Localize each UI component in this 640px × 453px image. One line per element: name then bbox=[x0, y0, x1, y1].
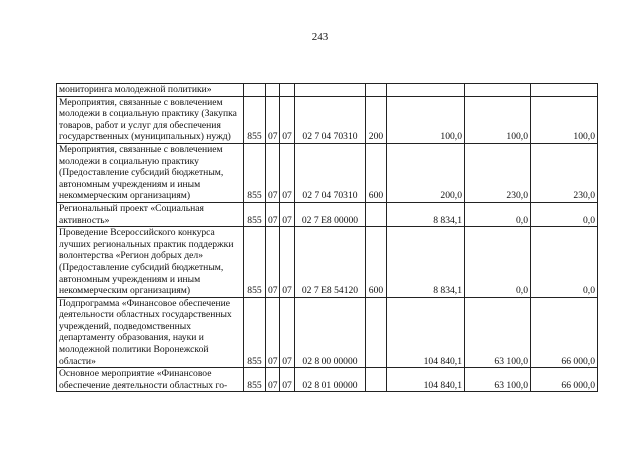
row-name: мониторинга молодежной политики» bbox=[57, 84, 244, 97]
row-name: Проведение Всероссийского конкурса лучших региональных практик поддержки волонтерства «Регион добрых дел» (Предоставление субсидий бюджетным, автономным учреждениям и иным некоммерческим организациям) bbox=[57, 227, 244, 298]
table-row bbox=[57, 202, 598, 226]
cell-amount-1: 8 834,1 bbox=[387, 227, 465, 298]
budget-table bbox=[56, 83, 598, 392]
cell-department-code: 855 bbox=[244, 202, 266, 226]
cell-amount-3 bbox=[531, 84, 598, 97]
cell-subsection-code: 07 bbox=[280, 227, 295, 298]
cell-amount-2: 0,0 bbox=[465, 227, 531, 298]
cell-amount-2: 63 100,0 bbox=[465, 368, 531, 392]
cell-expense-type-code bbox=[366, 368, 387, 392]
cell-department-code: 855 bbox=[244, 96, 266, 143]
cell-amount-3: 66 000,0 bbox=[531, 368, 598, 392]
cell-amount-3: 0,0 bbox=[531, 202, 598, 226]
cell-section-code bbox=[266, 84, 280, 97]
cell-amount-2: 230,0 bbox=[465, 143, 531, 202]
table-row bbox=[57, 96, 598, 143]
cell-section-code: 07 bbox=[266, 368, 280, 392]
table-row bbox=[57, 368, 598, 392]
row-name: Мероприятия, связанные с вовлечением молодежи в социальную практику (Закупка товаров, работ и услуг для обеспечения государственных (муниципальных) нужд) bbox=[57, 96, 244, 143]
cell-amount-1: 104 840,1 bbox=[387, 297, 465, 368]
cell-target-article-code: 02 7 E8 00000 bbox=[295, 202, 366, 226]
cell-section-code: 07 bbox=[266, 96, 280, 143]
cell-amount-1: 104 840,1 bbox=[387, 368, 465, 392]
cell-section-code: 07 bbox=[266, 297, 280, 368]
cell-target-article-code: 02 8 00 00000 bbox=[295, 297, 366, 368]
cell-target-article-code bbox=[295, 84, 366, 97]
cell-amount-2: 63 100,0 bbox=[465, 297, 531, 368]
cell-department-code bbox=[244, 84, 266, 97]
cell-department-code: 855 bbox=[244, 143, 266, 202]
cell-target-article-code: 02 7 E8 54120 bbox=[295, 227, 366, 298]
cell-department-code: 855 bbox=[244, 368, 266, 392]
cell-subsection-code: 07 bbox=[280, 96, 295, 143]
page-number: 243 bbox=[311, 31, 329, 43]
cell-subsection-code: 07 bbox=[280, 143, 295, 202]
table-row bbox=[57, 227, 598, 298]
cell-amount-1: 200,0 bbox=[387, 143, 465, 202]
cell-expense-type-code bbox=[366, 297, 387, 368]
table-row bbox=[57, 84, 598, 97]
cell-amount-3: 100,0 bbox=[531, 96, 598, 143]
cell-amount-1 bbox=[387, 84, 465, 97]
cell-section-code: 07 bbox=[266, 202, 280, 226]
cell-amount-2 bbox=[465, 84, 531, 97]
cell-expense-type-code: 600 bbox=[366, 227, 387, 298]
cell-expense-type-code: 200 bbox=[366, 96, 387, 143]
cell-section-code: 07 bbox=[266, 227, 280, 298]
cell-subsection-code: 07 bbox=[280, 368, 295, 392]
cell-expense-type-code: 600 bbox=[366, 143, 387, 202]
cell-amount-2: 100,0 bbox=[465, 96, 531, 143]
cell-expense-type-code bbox=[366, 84, 387, 97]
cell-amount-3: 66 000,0 bbox=[531, 297, 598, 368]
cell-department-code: 855 bbox=[244, 297, 266, 368]
table-row bbox=[57, 297, 598, 368]
row-name: Региональный проект «Социальная активность» bbox=[57, 202, 244, 226]
cell-subsection-code bbox=[280, 84, 295, 97]
cell-subsection-code: 07 bbox=[280, 202, 295, 226]
cell-amount-2: 0,0 bbox=[465, 202, 531, 226]
cell-section-code: 07 bbox=[266, 143, 280, 202]
cell-amount-1: 8 834,1 bbox=[387, 202, 465, 226]
cell-subsection-code: 07 bbox=[280, 297, 295, 368]
cell-target-article-code: 02 8 01 00000 bbox=[295, 368, 366, 392]
cell-department-code: 855 bbox=[244, 227, 266, 298]
row-name: Подпрограмма «Финансовое обеспечение деятельности областных государственных учреждений, подведомственных департаменту образования, науки и молодежной политики Воронежской области» bbox=[57, 297, 244, 368]
cell-target-article-code: 02 7 04 70310 bbox=[295, 96, 366, 143]
table-row bbox=[57, 143, 598, 202]
cell-amount-3: 230,0 bbox=[531, 143, 598, 202]
cell-expense-type-code bbox=[366, 202, 387, 226]
row-name: Основное мероприятие «Финансовое обеспечение деятельности областных го- bbox=[57, 368, 244, 392]
row-name: Мероприятия, связанные с вовлечением молодежи в социальную практику (Предоставление субсидий бюджетным, автономным учреждениям и иным некоммерческим организациям) bbox=[57, 143, 244, 202]
cell-amount-3: 0,0 bbox=[531, 227, 598, 298]
cell-target-article-code: 02 7 04 70310 bbox=[295, 143, 366, 202]
cell-amount-1: 100,0 bbox=[387, 96, 465, 143]
